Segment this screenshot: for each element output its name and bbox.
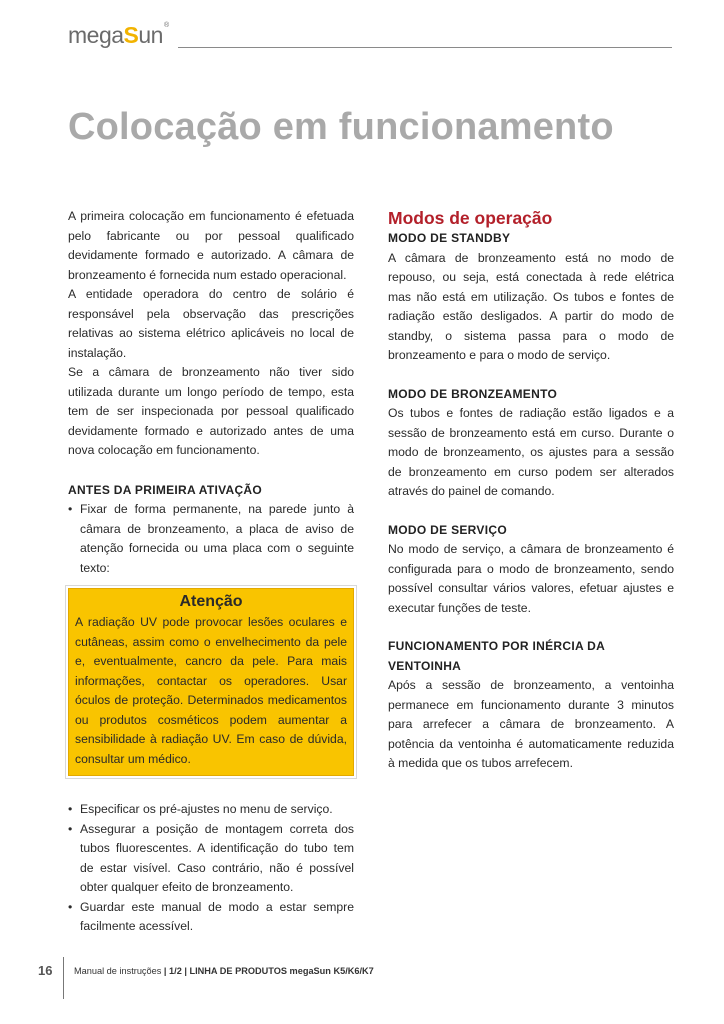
setup-list [68,800,354,937]
left-column [68,207,354,937]
product-line-label: LINHA DE PRODUTOS megaSun K5/K6/K7 [189,966,374,976]
tanning-mode-heading: MODO DE BRONZEAMENTO [388,386,558,401]
logo-text-un: un [138,22,163,48]
list-item: • Especificar os pré-ajustes no menu de serviço. [68,800,354,820]
logo-text-s: S [123,22,139,48]
service-mode-heading: MODO DE SERVIÇO [388,522,507,537]
version-label: 1/2 [169,966,182,976]
header-rule [178,47,672,48]
logo-registered-mark: ® [163,22,169,29]
page-title: Colocação em funcionamento [68,106,614,148]
attention-title: Atenção [179,593,243,610]
before-first-activation-heading: ANTES DA PRIMEIRA ATIVAÇÃO [68,482,263,497]
intro-paragraph: A primeira colocação em funcionamento é efetuada pelo fabricante ou por pessoal qualificado devidamente formado e autorizado. A câmara de bronzeamento é fornecida num estado operacional. [68,209,354,282]
footer-separator: | [161,966,170,976]
standby-mode-heading: MODO DE STANDBY [388,231,511,245]
attention-body: A radiação UV pode provocar lesões oculares e cutâneas, assim como o envelhecimento da pele e, eventualmente, cancro da pele. Para mais informações, contactar os operadores. Usar óculos de proteção. Determinados medicamentos ou produtos cosméticos podem aumentar a sensibilidade à radiação UV. Em caso de dúvida, consultar um médico. [75,615,347,766]
list-item: • Assegurar a posição de montagem correta dos tubos fluorescentes. A identificação do tubo tem de estar visível. Caso contrário, não é possível obter qualquer efeito de bronzeamento. [68,820,354,898]
standby-mode-text: A câmara de bronzeamento está no modo de repouso, ou seja, está conectada à rede elétrica mas não está em utilização. Os tubos e fontes de radiação estão desligados. A partir do modo de standby, o sistema passa para o modo de bronzeamento e para o modo de serviço. [388,250,674,362]
megasun-logo [68,22,169,49]
footer-separator: | [181,966,190,976]
logo-text-mega: mega [68,22,124,48]
tanning-mode-text: Os tubos e fontes de radiação estão ligados e a sessão de bronzeamento está em curso. Durante o modo de bronzeamento, os ajustes para a sessão de bronzeamento em curso podem ser alterados através do painel de comando. [388,406,674,498]
intro-paragraph: Se a câmara de bronzeamento não tiver sido utilizada durante um longo período de tempo, esta tem de ser inspecionada por pessoal qualificado devidamente formado e autorizado antes de uma nova colocação em funcionamento. [68,365,354,457]
footer-divider [63,957,64,999]
right-column [388,207,674,774]
operation-modes-title: Modos de operação [388,208,553,228]
footer-text [74,966,374,976]
service-mode-text: No modo de serviço, a câmara de bronzeamento é configurada para o modo de bronzeamento, sendo possível consultar vários valores, efetuar ajustes e executar funções de teste. [388,542,674,615]
page-number: 16 [38,963,53,978]
before-activation-list [68,500,354,578]
list-item: • Guardar este manual de modo a estar sempre facilmente acessível. [68,898,354,937]
fan-overrun-text: Após a sessão de bronzeamento, a ventoinha permanece em funcionamento durante 3 minutos para arrefecer a câmara de bronzeamento. A potência da ventoinha é automaticamente reduzida à medida que os tubos arrefecem. [388,678,674,770]
fan-overrun-heading: FUNCIONAMENTO POR INÉRCIA DA VENTOINHA [388,639,605,673]
manual-label: Manual de instruções [74,966,162,976]
intro-paragraph: A entidade operadora do centro de solário é responsável pela observação das prescrições relativas ao sistema elétrico aplicáveis no local de instalação. [68,287,354,360]
attention-box [68,588,354,776]
list-item: • Fixar de forma permanente, na parede junto à câmara de bronzeamento, a placa de aviso de atenção fornecida ou uma placa com o seguinte texto: [68,500,354,578]
